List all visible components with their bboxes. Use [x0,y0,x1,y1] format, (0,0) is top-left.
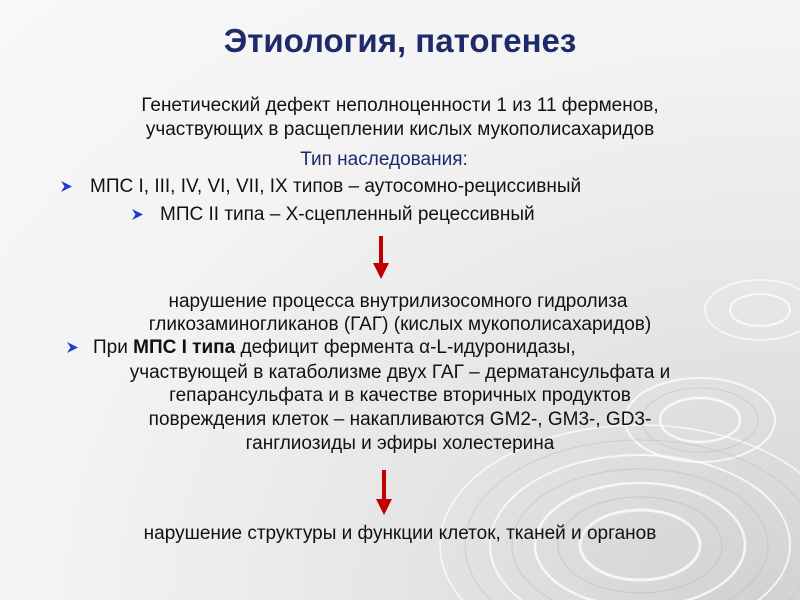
mps1-line-3: гепарансульфата и в качестве вторичных продуктов [169,385,631,406]
mps1-line-1 [93,336,576,359]
mps1-type-bold: МПС I типа [133,337,236,358]
inheritance-bullet-2: МПС II типа – Х-сцепленный рецессивный [160,204,535,225]
inheritance-bullet-1: МПС I, III, IV, VI, VII, IX типов – аутосомно-рециссивный [90,176,582,197]
step2-line-2: гликозаминогликанов (ГАГ) (кислых мукополисахаридов) [148,314,652,335]
mps1-line-4: повреждения клеток – накапливаются GM2-, GM3-, GD3- [148,409,652,430]
arrowhead-bullet-icon [131,208,144,221]
slide-title: Этиология, патогенез [223,22,577,59]
step2-line-1: нарушение процесса внутрилизосомного гидролиза [168,291,628,312]
inheritance-label: Тип наследования: [300,149,468,170]
mps1-line-5: ганглиозиды и эфиры холестерина [245,433,555,454]
intro-line-2: участвующих в расщеплении кислых мукополисахаридов [145,119,655,140]
down-arrow-icon [375,470,393,516]
intro-line-1: Генетический дефект неполноценности 1 из 11 ферменов, [141,95,659,116]
down-arrow-icon [372,236,390,280]
mps1-line-2: участвующей в катаболизме двух ГАГ – дерматансульфата и [129,362,671,383]
mps1-suffix: дефицит фермента α-L-идуронидазы, [235,337,576,358]
step3-line: нарушение структуры и функции клеток, тканей и органов [143,523,657,544]
arrowhead-bullet-icon [66,341,79,354]
mps1-prefix: При [93,337,134,358]
arrowhead-bullet-icon [60,180,73,193]
